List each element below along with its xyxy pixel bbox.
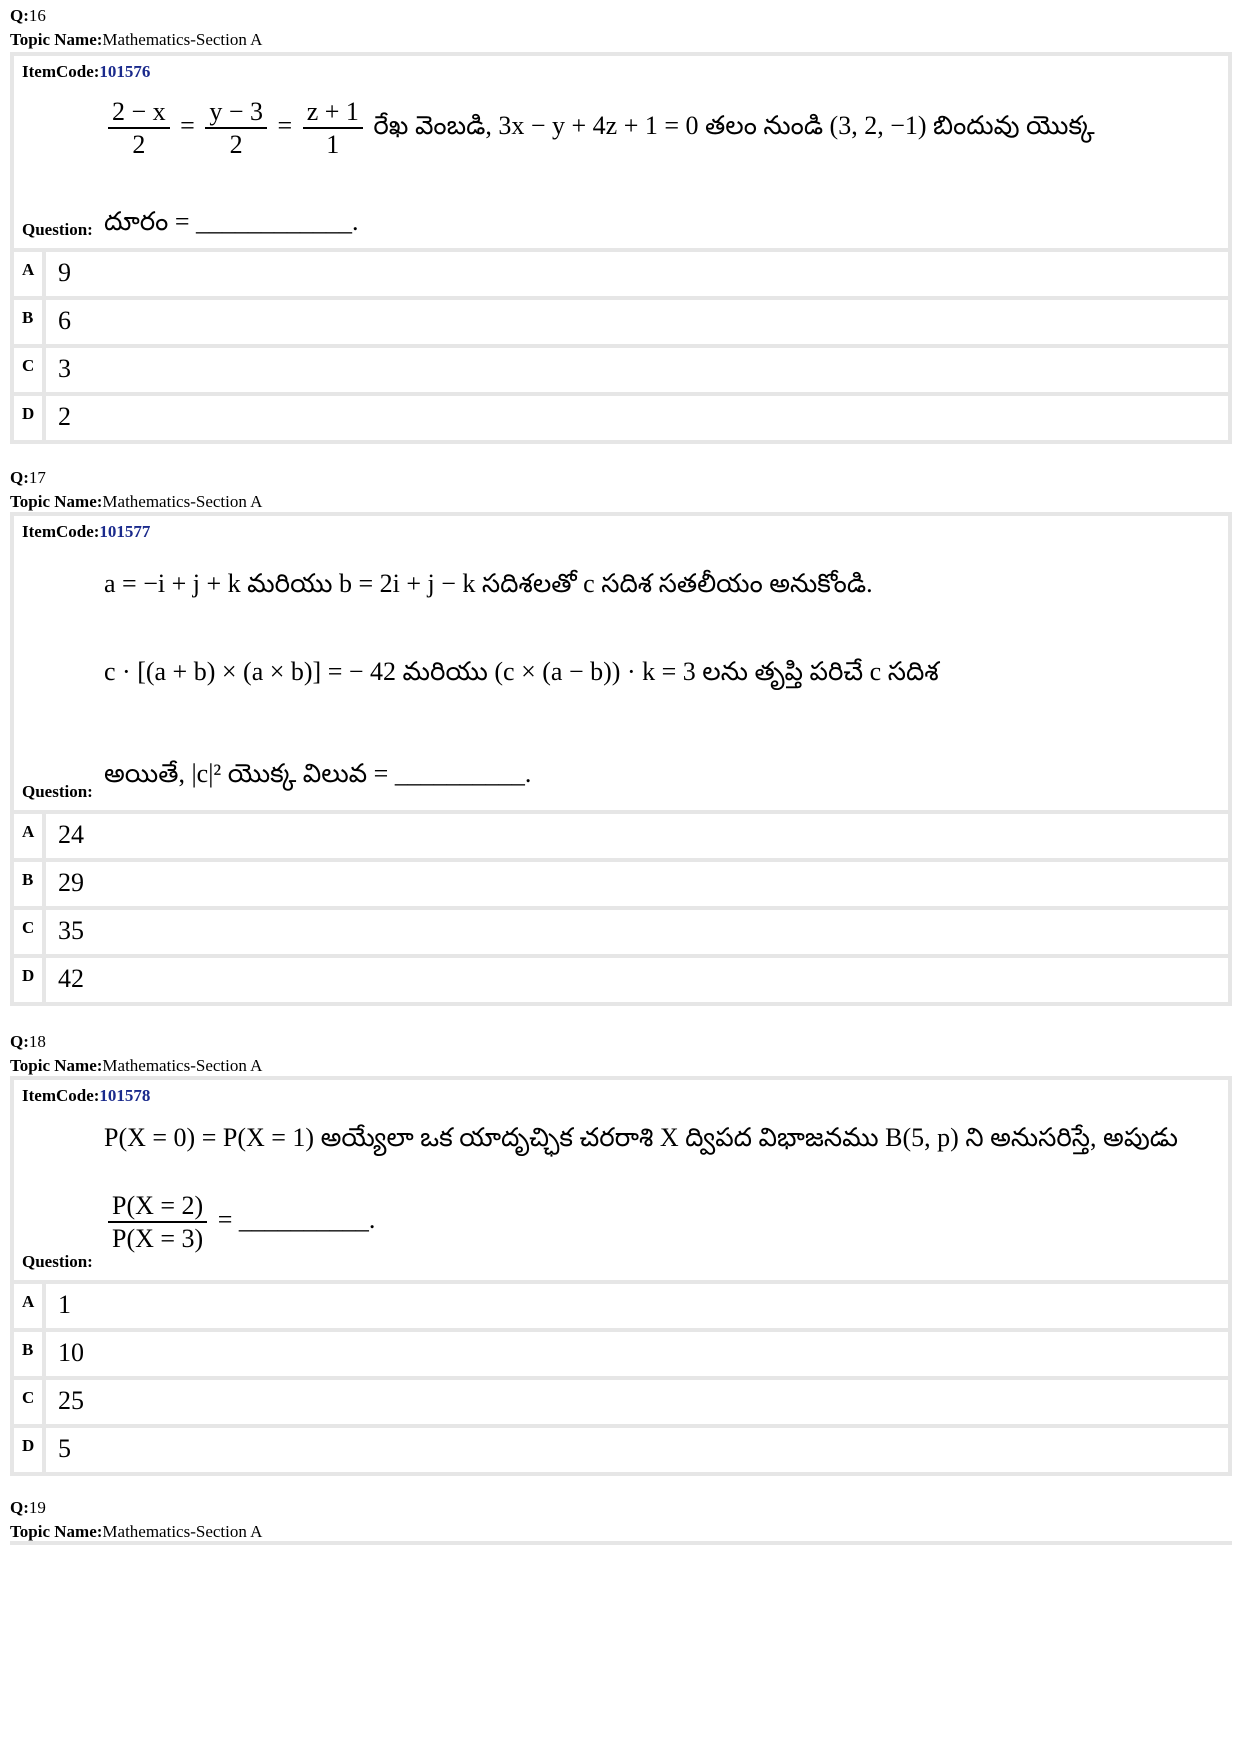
topic-name: Mathematics-Section A <box>102 1056 263 1075</box>
question-text-line-2: దూరం = ____________. <box>104 207 359 236</box>
option-b[interactable]: B 10 <box>14 1328 1228 1376</box>
item-code: ItemCode:101578 <box>22 1086 151 1105</box>
question-label: Question: <box>22 782 93 801</box>
topic-name: Mathematics-Section A <box>102 1522 263 1541</box>
fraction: $\frac{z + 1}{1}$ <box>303 96 363 160</box>
fraction: $\frac{P(X = 2)}{P(X = 3)}$ <box>108 1190 207 1254</box>
question-16-body <box>14 56 1228 248</box>
question-18-body <box>14 1080 1228 1280</box>
question-number: 17 <box>28 468 46 487</box>
item-code: ItemCode:101576 <box>22 62 151 81</box>
question-17-card <box>10 512 1232 1006</box>
question-text-line-2: c · [(a + b) × (a × b)] = − 42 మరియు (c × (a − b)) · k = 3 లను తృప్తి పరిచే c సదిశ <box>104 657 939 686</box>
topic-name: Mathematics-Section A <box>102 492 263 511</box>
option-a[interactable]: A 1 <box>14 1280 1228 1328</box>
question-18-header: Q:18 Topic Name:Mathematics-Section A <box>10 1032 263 1075</box>
fraction: $\frac{2 - x}{2}$ <box>108 96 170 160</box>
option-b[interactable]: B 6 <box>14 296 1228 344</box>
question-text-line-1: $\frac{2 - x}{2}$ = $\frac{y - 3}{2}$ = $\frac{z + 1}{1}$ రేఖ వెంబడి, 3x − y + 4z + 1 = 0 తలం నుండి (3, 2, −1) బిందువు యొక్క <box>104 96 1095 160</box>
question-17-header: Q:17 Topic Name:Mathematics-Section A <box>10 468 263 511</box>
divider <box>10 1541 1232 1545</box>
question-number: 18 <box>28 1032 46 1051</box>
option-c[interactable]: C 3 <box>14 344 1228 392</box>
option-a[interactable]: A 9 <box>14 248 1228 296</box>
question-text-line-2: $\frac{P(X = 2)}{P(X = 3)}$ = __________. <box>104 1190 375 1254</box>
question-label: Question: <box>22 1252 93 1271</box>
question-16-card <box>10 52 1232 444</box>
question-17-body <box>14 516 1228 810</box>
topic-name: Mathematics-Section A <box>102 30 263 49</box>
fraction: $\frac{y - 3}{2}$ <box>205 96 267 160</box>
option-d[interactable]: D 2 <box>14 392 1228 440</box>
question-18-card <box>10 1076 1232 1476</box>
question-19-header: Q:19 Topic Name:Mathematics-Section A <box>10 1498 263 1541</box>
option-c[interactable]: C 35 <box>14 906 1228 954</box>
option-d[interactable]: D 42 <box>14 954 1228 1002</box>
option-c[interactable]: C 25 <box>14 1376 1228 1424</box>
question-label: Question: <box>22 220 93 239</box>
question-text-line-1: a = −i + j + k మరియు b = 2i + j − k సదిశలతో c సదిశ సతలీయం అనుకోండి. <box>104 569 873 598</box>
question-number: 16 <box>28 6 46 25</box>
option-d[interactable]: D 5 <box>14 1424 1228 1472</box>
question-16-header: Q:16 Topic Name:Mathematics-Section A <box>10 6 263 49</box>
option-a[interactable]: A 24 <box>14 810 1228 858</box>
question-text-line-3: అయితే, |c|² యొక్క విలువ = __________. <box>104 759 532 788</box>
question-text-line-1: P(X = 0) = P(X = 1) అయ్యేలా ఒక యాదృచ్ఛిక చరరాశి X ద్విపద విభాజనము B(5, p) ని అనుసరిస్తే, అపుడు <box>104 1123 1179 1152</box>
question-number: 19 <box>28 1498 46 1517</box>
option-b[interactable]: B 29 <box>14 858 1228 906</box>
item-code: ItemCode:101577 <box>22 522 151 541</box>
